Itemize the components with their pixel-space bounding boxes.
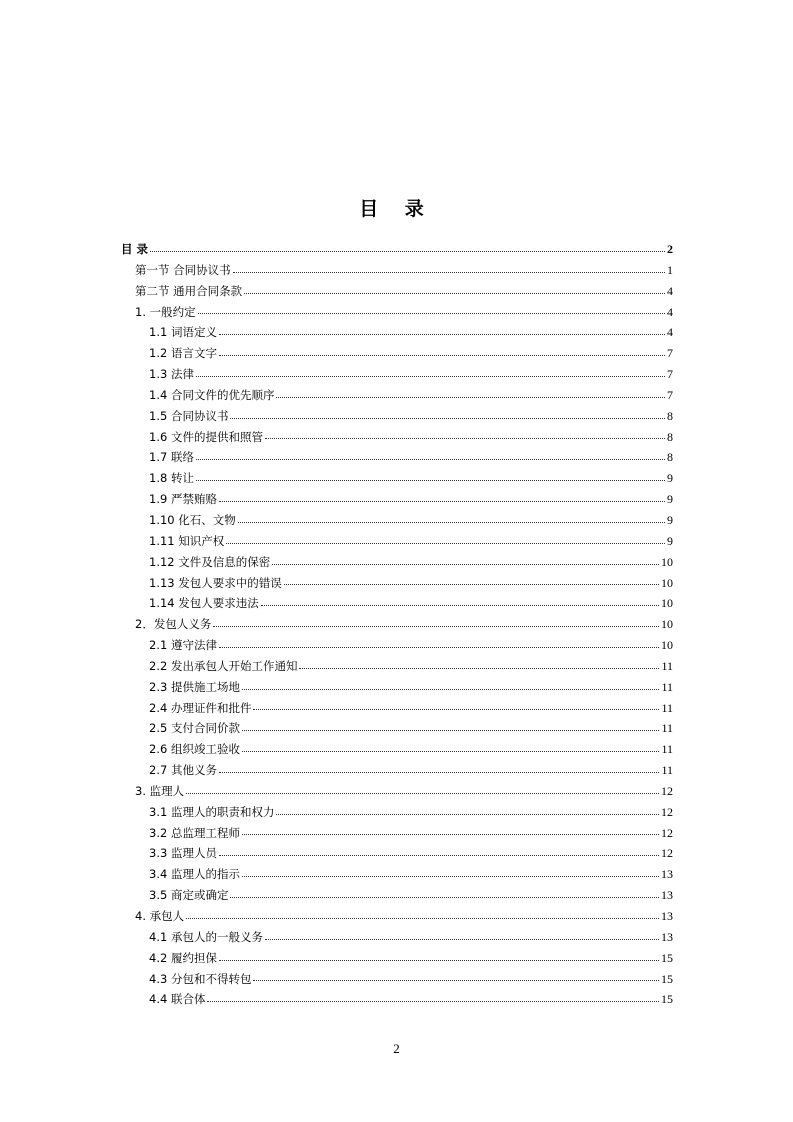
toc-dot-leader <box>276 813 659 815</box>
toc-entry-page: 10 <box>661 554 673 569</box>
toc-entry-label: 4.4 联合体 <box>149 992 206 1007</box>
toc-dot-leader <box>196 479 665 481</box>
toc-entry[interactable] <box>121 260 673 281</box>
toc-entry-label: 2.7 其他义务 <box>149 763 217 778</box>
toc-dot-leader <box>213 625 659 627</box>
toc-entry-page: 11 <box>661 721 673 736</box>
toc-entry-label: 1.4 合同文件的优先顺序 <box>149 387 275 402</box>
toc-entry-page: 11 <box>661 679 673 694</box>
toc-entry-page: 13 <box>661 888 673 903</box>
toc-dot-leader <box>186 917 659 919</box>
toc-dot-leader <box>150 250 665 252</box>
toc-entry[interactable] <box>121 406 673 427</box>
toc-dot-leader <box>219 771 659 773</box>
page-number: 2 <box>393 1041 400 1056</box>
toc-entry[interactable] <box>121 864 673 885</box>
toc-entry-label: 1.12 文件及信息的保密 <box>149 554 271 569</box>
toc-entry-page: 4 <box>667 283 673 298</box>
toc-dot-leader <box>230 896 659 898</box>
toc-entry-page: 8 <box>667 429 673 444</box>
toc-dot-leader <box>219 959 659 961</box>
toc-entry-page: 4 <box>667 325 673 340</box>
toc-entry-page: 10 <box>661 617 673 632</box>
toc-entry-label: 2.1 遵守法律 <box>149 638 217 653</box>
toc-entry-page: 9 <box>667 471 673 486</box>
toc-entry-page: 11 <box>661 700 673 715</box>
toc-entry[interactable] <box>121 760 673 781</box>
toc-entry[interactable] <box>121 385 673 406</box>
toc-entry-page: 7 <box>667 367 673 382</box>
toc-entry[interactable] <box>121 927 673 948</box>
toc-entry-label: 2.5 支付合同价款 <box>149 721 240 736</box>
toc-entry-page: 1 <box>667 262 673 277</box>
toc-entry-page: 13 <box>661 929 673 944</box>
toc-entry-label: 4.3 分包和不得转包 <box>149 971 252 986</box>
toc-entry[interactable] <box>121 447 673 468</box>
toc-entry-page: 8 <box>667 450 673 465</box>
toc-entry-label: 第二节 通用合同条款 <box>135 283 243 298</box>
toc-entry[interactable] <box>121 531 673 552</box>
toc-dot-leader <box>226 542 665 544</box>
toc-entry[interactable] <box>121 427 673 448</box>
toc-entry[interactable] <box>121 322 673 343</box>
toc-dot-leader <box>265 437 665 439</box>
toc-entry-label: 3.1 监理人的职责和权力 <box>149 804 275 819</box>
table-of-contents <box>121 239 673 1010</box>
toc-entry-page: 15 <box>661 950 673 965</box>
toc-dot-leader <box>284 583 659 585</box>
toc-entry[interactable] <box>121 635 673 656</box>
toc-dot-leader <box>265 938 659 940</box>
toc-dot-leader <box>219 500 665 502</box>
toc-entry[interactable] <box>121 573 673 594</box>
toc-entry-page: 9 <box>667 533 673 548</box>
toc-dot-leader <box>233 271 665 273</box>
toc-entry-page: 9 <box>667 512 673 527</box>
toc-entry-label: 1. 一般约定 <box>135 304 196 319</box>
toc-dot-leader <box>242 750 659 752</box>
toc-entry-page: 10 <box>661 638 673 653</box>
toc-entry[interactable] <box>121 718 673 739</box>
toc-entry-label: 1.5 合同协议书 <box>149 408 229 423</box>
toc-dot-leader <box>244 292 665 294</box>
toc-dot-leader <box>242 833 659 835</box>
toc-entry-label: 1.7 联络 <box>149 450 194 465</box>
toc-entry[interactable] <box>121 989 673 1010</box>
toc-entry-label: 3.2 总监理工程师 <box>149 825 240 840</box>
toc-entry[interactable] <box>121 239 673 260</box>
toc-entry[interactable] <box>121 781 673 802</box>
toc-dot-leader <box>219 354 665 356</box>
toc-dot-leader <box>242 688 659 690</box>
toc-entry-page: 13 <box>661 867 673 882</box>
toc-entry-label: 4.2 履约担保 <box>149 950 217 965</box>
toc-dot-leader <box>207 1000 659 1002</box>
toc-entry-page: 12 <box>661 783 673 798</box>
toc-entry-label: 1.6 文件的提供和照管 <box>149 429 263 444</box>
toc-dot-leader <box>219 854 659 856</box>
toc-entry[interactable] <box>121 510 673 531</box>
toc-entry-page: 2 <box>667 242 673 256</box>
toc-entry-page: 4 <box>667 304 673 319</box>
toc-entry-label: 2.6 组织竣工验收 <box>149 742 240 757</box>
toc-entry[interactable] <box>121 468 673 489</box>
toc-entry-page: 10 <box>661 575 673 590</box>
toc-entry-page: 12 <box>661 804 673 819</box>
toc-dot-leader <box>242 729 659 731</box>
toc-entry-label: 4.1 承包人的一般义务 <box>149 929 263 944</box>
toc-entry[interactable] <box>121 823 673 844</box>
page-title: 目 录 <box>359 198 434 220</box>
toc-dot-leader <box>238 521 665 523</box>
toc-entry-label: 1.11 知识产权 <box>149 533 225 548</box>
toc-entry[interactable] <box>121 656 673 677</box>
toc-entry[interactable] <box>121 343 673 364</box>
toc-dot-leader <box>219 646 659 648</box>
toc-entry[interactable] <box>121 677 673 698</box>
toc-dot-leader <box>230 417 665 419</box>
toc-dot-leader <box>186 792 659 794</box>
toc-entry-label: 1.2 语言文字 <box>149 346 217 361</box>
toc-entry-page: 15 <box>661 971 673 986</box>
toc-entry-label: 1.14 发包人要求违法 <box>149 596 259 611</box>
toc-dot-leader <box>253 979 659 981</box>
toc-dot-leader <box>261 604 659 606</box>
toc-dot-leader <box>196 458 665 460</box>
toc-entry[interactable] <box>121 802 673 823</box>
toc-dot-leader <box>196 375 665 377</box>
toc-entry[interactable] <box>121 281 673 302</box>
toc-entry-label: 第一节 合同协议书 <box>135 262 231 277</box>
toc-entry-label: 2.4 办理证件和批件 <box>149 700 252 715</box>
toc-entry-page: 12 <box>661 825 673 840</box>
toc-entry-page: 7 <box>667 346 673 361</box>
toc-entry-label: 1.13 发包人要求中的错误 <box>149 575 282 590</box>
toc-dot-leader <box>219 333 665 335</box>
toc-entry-label: 4. 承包人 <box>135 909 185 923</box>
toc-entry[interactable] <box>121 302 673 323</box>
toc-entry-page: 11 <box>661 763 673 778</box>
toc-entry-label: 2.3 提供施工场地 <box>149 679 240 694</box>
toc-entry-label: 1.9 严禁贿赂 <box>149 492 217 507</box>
toc-entry[interactable] <box>121 948 673 969</box>
toc-dot-leader <box>242 875 659 877</box>
toc-entry[interactable] <box>121 698 673 719</box>
toc-entry-page: 8 <box>667 408 673 423</box>
toc-entry-label: 3.4 监理人的指示 <box>149 867 240 882</box>
toc-entry-page: 12 <box>661 846 673 861</box>
toc-entry-label: 2．发包人义务 <box>135 617 212 632</box>
toc-entry-label: 1.8 转让 <box>149 471 194 486</box>
toc-dot-leader <box>272 563 659 565</box>
toc-entry[interactable] <box>121 739 673 760</box>
toc-entry[interactable] <box>121 614 673 635</box>
toc-entry[interactable] <box>121 364 673 385</box>
toc-entry-page: 9 <box>667 492 673 507</box>
toc-entry-label: 目 录 <box>121 242 149 256</box>
toc-entry[interactable] <box>121 489 673 510</box>
toc-entry-page: 10 <box>661 596 673 611</box>
toc-entry-label: 1.10 化石、文物 <box>149 512 236 527</box>
toc-entry-page: 11 <box>661 742 673 757</box>
toc-entry[interactable] <box>121 906 673 927</box>
toc-entry[interactable] <box>121 843 673 864</box>
toc-entry[interactable] <box>121 593 673 614</box>
toc-entry-label: 3.3 监理人员 <box>149 846 217 861</box>
toc-entry-page: 11 <box>661 658 673 673</box>
toc-dot-leader <box>198 312 665 314</box>
toc-entry-label: 3. 监理人 <box>135 783 185 798</box>
toc-entry-page: 15 <box>661 992 673 1007</box>
toc-entry[interactable] <box>121 885 673 906</box>
toc-dot-leader <box>276 396 665 398</box>
toc-entry[interactable] <box>121 552 673 573</box>
toc-dot-leader <box>299 667 659 669</box>
toc-entry-page: 13 <box>661 909 673 923</box>
toc-entry-label: 2.2 发出承包人开始工作通知 <box>149 658 298 673</box>
toc-dot-leader <box>253 708 659 710</box>
toc-entry-page: 7 <box>667 387 673 402</box>
toc-entry[interactable] <box>121 969 673 990</box>
toc-entry-label: 1.1 词语定义 <box>149 325 217 340</box>
toc-entry-label: 3.5 商定或确定 <box>149 888 229 903</box>
toc-entry-label: 1.3 法律 <box>149 367 194 382</box>
